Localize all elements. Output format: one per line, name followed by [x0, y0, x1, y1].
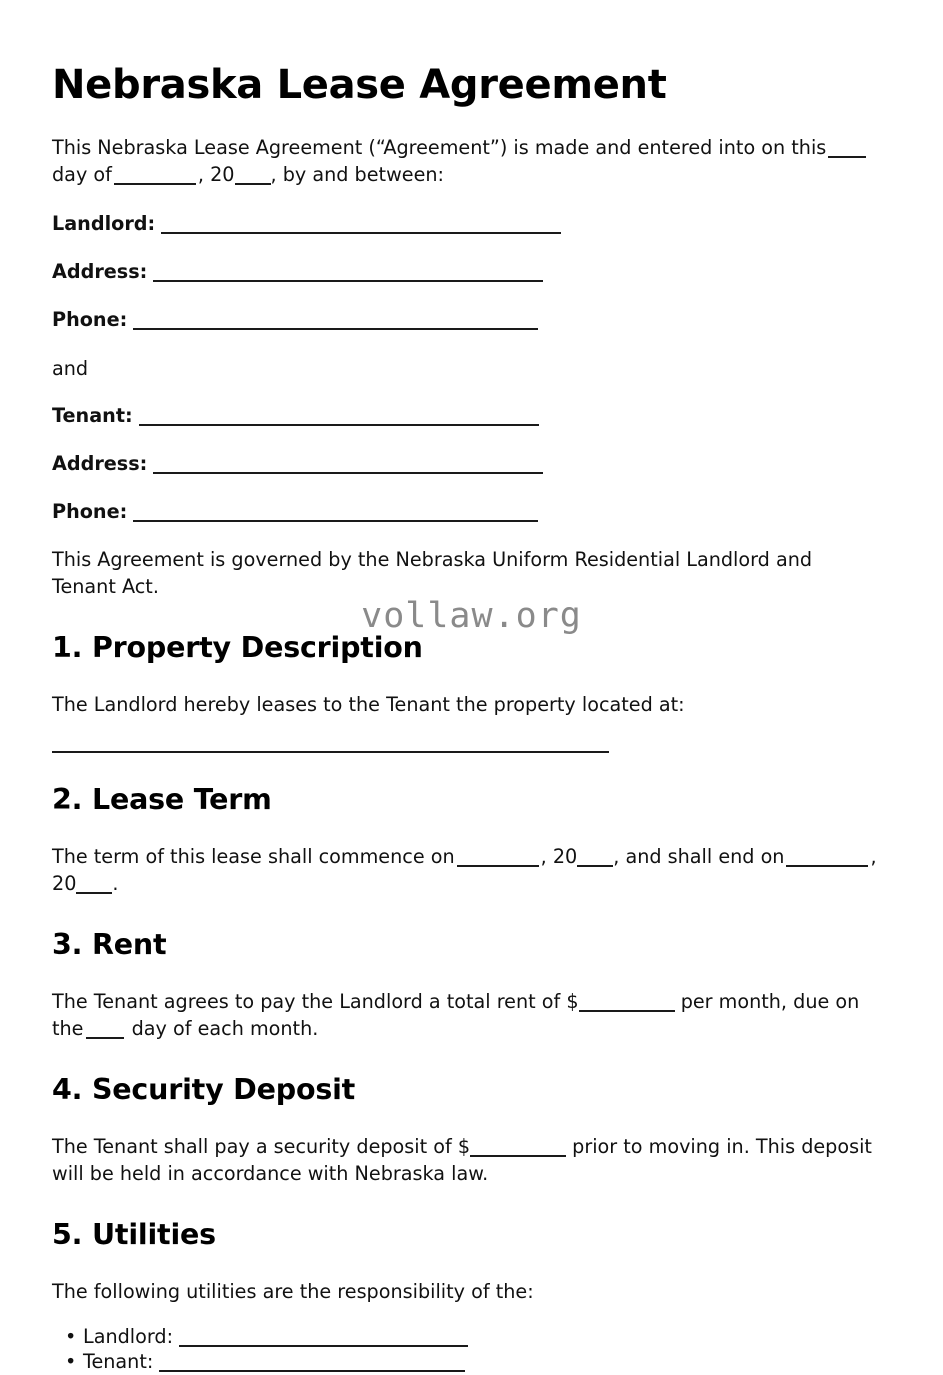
section-body-rent	[52, 962, 880, 1043]
rent-text-2: per month, due on the	[52, 990, 860, 1041]
rent-text-1: The Tenant agrees to pay the Landlord a total rent of $	[52, 990, 579, 1014]
intro-text-part-4: , 20	[197, 162, 235, 186]
page-title: Nebraska Lease Agreement	[52, 62, 667, 108]
section-body-property-description: The Landlord hereby leases to the Tenant the property located at:	[52, 693, 685, 717]
intro-text-part-1: This Nebraska Lease Agreement (“Agreement”) is made and entered into on this	[52, 136, 827, 159]
landlord-name-row	[52, 189, 891, 237]
landlord-phone-label: Phone:	[52, 307, 128, 331]
intro-day-blank[interactable]	[828, 156, 866, 158]
section-body-security-deposit	[52, 1107, 880, 1188]
and-connector: and	[52, 356, 89, 380]
list-item	[52, 1349, 891, 1374]
intro-text-part-5: , by and between:	[270, 162, 444, 186]
landlord-address-label: Address:	[52, 259, 148, 283]
rent-amount-blank[interactable]	[579, 1010, 675, 1012]
section-heading-property-description: 1. Property Description	[52, 630, 423, 664]
tenant-phone-row	[52, 477, 891, 525]
intro-text-part-3: of	[93, 162, 112, 186]
lease-term-text-2: , 20	[540, 845, 578, 869]
landlord-address-row	[52, 237, 891, 285]
section-heading-security-deposit: 4. Security Deposit	[52, 1072, 356, 1106]
section-body-lease-term	[52, 817, 880, 898]
list-item	[52, 1324, 891, 1349]
section-heading-utilities: 5. Utilities	[52, 1217, 216, 1251]
rent-due-day-blank[interactable]	[86, 1037, 124, 1039]
watermark-vollaw: vollaw.org	[361, 596, 582, 636]
tenant-phone-label: Phone:	[52, 500, 128, 524]
deposit-text-2: prior to moving in. This deposit will be held in accordance with Nebraska law.	[52, 1135, 872, 1185]
lease-commence-year-blank[interactable]	[577, 865, 613, 867]
section-heading-rent: 3. Rent	[52, 927, 167, 961]
tenant-name-row	[52, 381, 891, 429]
landlord-name-input[interactable]	[161, 232, 561, 234]
governing-law-paragraph: This Agreement is governed by the Nebraska Uniform Residential Landlord and Tenant Act.	[52, 548, 813, 599]
deposit-text-1: The Tenant shall pay a security deposit of $	[52, 1135, 471, 1159]
lease-term-text-5: .	[112, 872, 119, 896]
landlord-phone-input[interactable]	[133, 328, 538, 330]
tenant-address-label: Address:	[52, 452, 148, 476]
intro-text-part-2: day	[52, 162, 88, 186]
utilities-tenant-input[interactable]	[159, 1370, 465, 1372]
rent-text-3: day of each month.	[131, 1017, 319, 1041]
intro-paragraph	[52, 108, 880, 189]
landlord-name-label: Landlord:	[52, 211, 156, 235]
deposit-amount-blank[interactable]	[470, 1155, 566, 1157]
tenant-phone-input[interactable]	[133, 520, 538, 522]
utilities-tenant-label: Tenant:	[83, 1350, 154, 1374]
utilities-landlord-input[interactable]	[179, 1345, 468, 1347]
tenant-address-input[interactable]	[153, 472, 543, 474]
utilities-bullet-list	[52, 1306, 891, 1375]
landlord-phone-row	[52, 285, 891, 333]
landlord-address-input[interactable]	[153, 280, 543, 282]
utilities-landlord-label: Landlord:	[83, 1324, 174, 1348]
section-body-utilities: The following utilities are the responsibility of the:	[52, 1280, 534, 1304]
tenant-name-input[interactable]	[139, 424, 539, 426]
lease-term-text-1: The term of this lease shall commence on	[52, 845, 455, 869]
lease-term-text-4: , 20	[52, 845, 877, 896]
intro-year-blank[interactable]	[235, 183, 271, 185]
intro-month-blank[interactable]	[114, 183, 196, 185]
lease-term-text-3: , and shall end on	[613, 845, 785, 869]
section-heading-lease-term: 2. Lease Term	[52, 783, 272, 817]
lease-end-date-blank[interactable]	[786, 865, 868, 867]
tenant-address-row	[52, 429, 891, 477]
tenant-name-label: Tenant:	[52, 404, 133, 428]
lease-commence-date-blank[interactable]	[457, 865, 539, 867]
lease-end-year-blank[interactable]	[76, 892, 112, 894]
